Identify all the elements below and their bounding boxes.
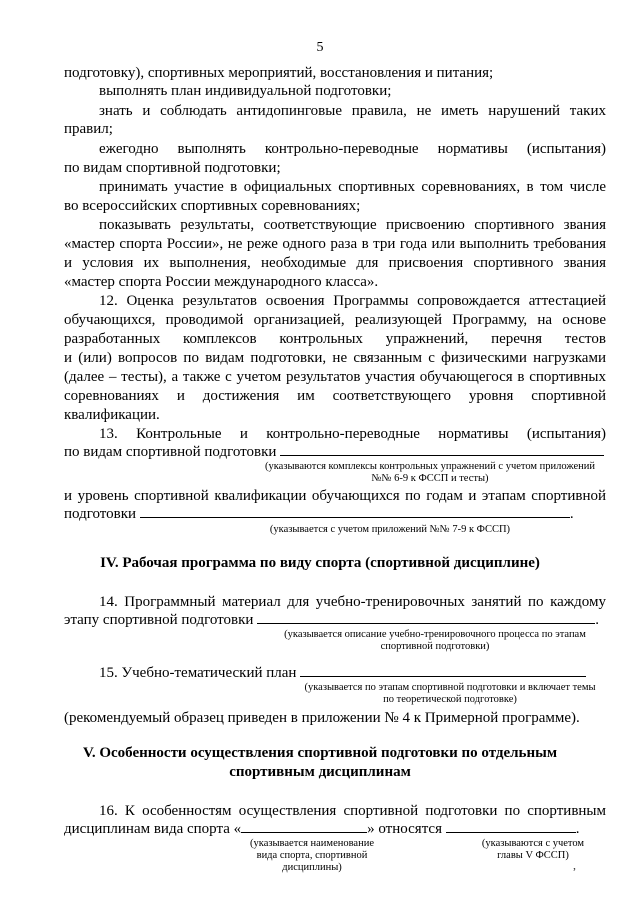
text-line: и уровень спортивной квалификации обучающихся по годам и этапам спортивной	[64, 488, 606, 504]
text-line: во всероссийских спортивных соревнованиях;	[64, 198, 361, 214]
text-line: подготовки .	[64, 506, 574, 522]
section-heading: спортивным дисциплинам	[229, 764, 411, 780]
field-hint: (указывается с учетом приложений №№ 7-9 к ФССП)	[269, 524, 511, 535]
fill-in-blank[interactable]	[257, 611, 595, 624]
text-line: соревнованиях и достижения им соответствующего уровня спортивной	[64, 388, 606, 404]
text-line: ежегодно выполнять контрольно-переводные нормативы (испытания)	[99, 141, 606, 157]
text-line: «мастер спорта России», не реже одного раза в три года или выполнить требования	[64, 236, 606, 252]
text-fragment: » относятся	[367, 821, 442, 837]
text-line: и (или) вопросов по видам подготовки, не связанным с физическими нагрузками	[64, 350, 606, 366]
text-line: 16. К особенностям осуществления спортивной подготовки по спортивным	[99, 803, 606, 819]
text-fragment: по видам спортивной подготовки	[64, 444, 277, 460]
text-line: «мастер спорта России международного класса».	[64, 274, 379, 290]
text-line: выполнять план индивидуальной подготовки;	[99, 83, 392, 99]
text-line	[99, 664, 606, 682]
field-hint: (указываются с учетом главы V ФССП)	[481, 838, 585, 861]
field-hint: (указывается по этапам спортивной подготовки и включает темы по теоретической подготовке)	[304, 682, 596, 705]
text-line: правил;	[64, 121, 113, 137]
fill-in-blank[interactable]	[446, 820, 576, 833]
text-line: показывать результаты, соответствующие присвоению спортивного звания	[99, 217, 606, 233]
text-fragment: 15. Учебно-тематический план	[99, 665, 297, 681]
text-line: и условия их выполнения, необходимые для присвоения спортивного звания	[64, 255, 606, 271]
field-hint: (указывается наименование вида спорта, спортивной дисциплины)	[250, 838, 374, 873]
text-line: 14. Программный материал для учебно-тренировочных занятий по каждому	[99, 594, 606, 610]
scan-mark: ,	[573, 858, 576, 872]
fill-in-blank[interactable]	[241, 820, 367, 833]
section-heading: V. Особенности осуществления спортивной подготовки по отдельным	[82, 745, 558, 761]
text-line: (далее – тесты), а также с учетом результатов участия обучающегося в спортивных	[64, 369, 606, 385]
text-line: 13. Контрольные и контрольно-переводные нормативы (испытания)	[99, 426, 606, 442]
text-line: обучающихся, проводимой организацией, реализующей Программу, на основе	[64, 312, 606, 328]
text-line: принимать участие в официальных спортивных соревнованиях, в том числе	[99, 179, 606, 195]
fill-in-blank[interactable]	[140, 505, 570, 518]
text-line: (рекомендуемый образец приведен в приложении № 4 к Примерной программе).	[64, 710, 580, 726]
section-heading: IV. Рабочая программа по виду спорта (спортивной дисциплине)	[100, 555, 540, 571]
text-line: по видам спортивной подготовки;	[64, 160, 281, 176]
text-line: дисциплинам вида спорта « » относятся .	[64, 821, 580, 837]
text-line: разработанных комплексов контрольных упражнений, перечня тестов	[64, 331, 606, 347]
page-number: 5	[316, 40, 324, 55]
fill-in-blank[interactable]	[280, 443, 604, 456]
text-fragment: дисциплинам вида спорта «	[64, 821, 242, 837]
fill-in-blank[interactable]	[300, 664, 586, 677]
text-line: 12. Оценка результатов освоения Программы сопровождается аттестацией	[99, 293, 606, 309]
text-fragment: этапу спортивной подготовки	[64, 612, 254, 628]
text-fragment: подготовки	[64, 506, 137, 522]
field-hint: (указываются комплексы контрольных упражнений с учетом приложений №№ 6-9 к ФССП и тесты)	[264, 461, 596, 484]
text-line: подготовку), спортивных мероприятий, восстановления и питания;	[64, 65, 494, 81]
text-line: этапу спортивной подготовки .	[64, 612, 599, 628]
text-line: знать и соблюдать антидопинговые правила, не иметь нарушений таких	[99, 103, 606, 119]
field-hint: (указывается описание учебно-тренировочного процесса по этапам спортивной подготовки)	[284, 629, 586, 652]
text-line	[64, 443, 606, 461]
text-line: квалификации.	[64, 407, 160, 423]
